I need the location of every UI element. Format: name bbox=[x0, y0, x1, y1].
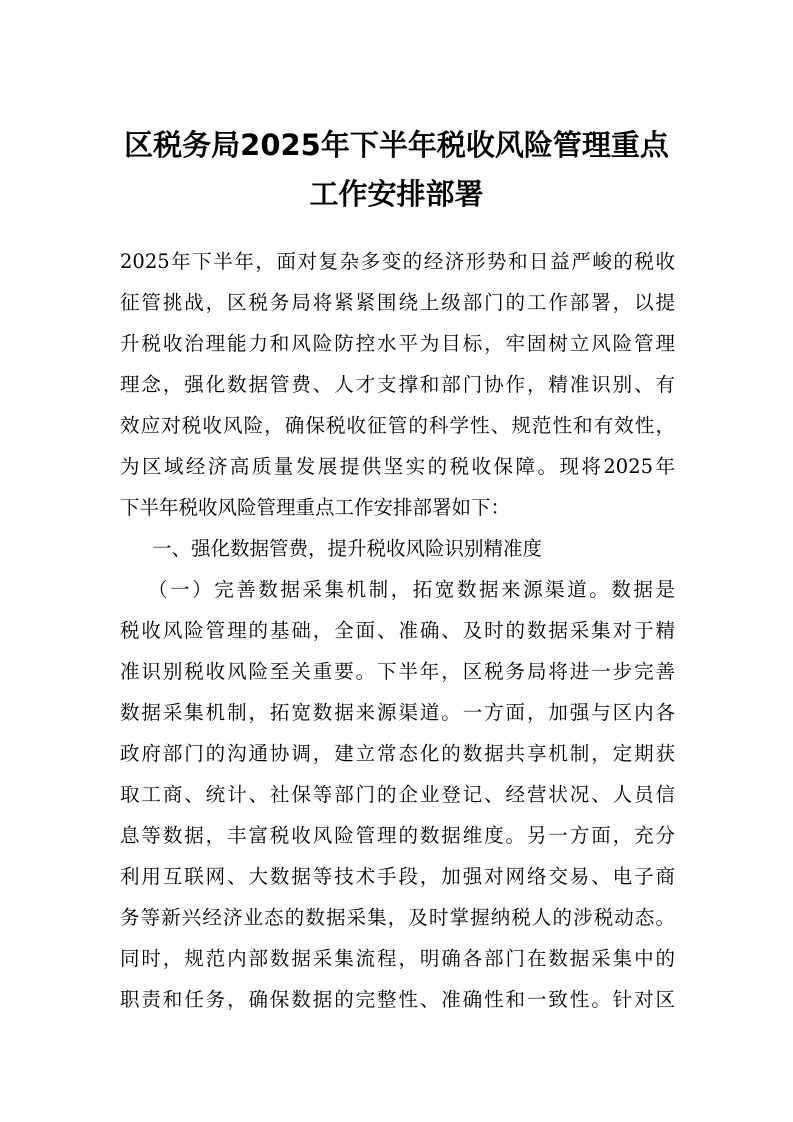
section-heading: 一、强化数据管费，提升税收风险识别精准度 bbox=[152, 537, 543, 560]
subsection-heading-line: （一）完善数据采集机制，拓宽数据来源渠道。数据是 bbox=[148, 578, 675, 601]
body-text-line: 升税收治理能力和风险防控水平为目标，牢固树立风险管理 bbox=[120, 332, 675, 355]
body-text-line: 征管挑战，区税务局将紧紧围绕上级部门的工作部署，以提 bbox=[120, 291, 675, 314]
body-text-line: 务等新兴经济业态的数据采集，及时掌握纳税人的涉税动态。 bbox=[120, 906, 675, 929]
body-text-line: 税收风险管理的基础，全面、准确、及时的数据采集对于精 bbox=[120, 619, 675, 642]
body-text-line: 理念，强化数据管费、人才支撑和部门协作，精准识别、有 bbox=[120, 373, 675, 396]
body-text-line: 取工商、统计、社保等部门的企业登记、经营状况、人员信 bbox=[120, 783, 675, 806]
body-text-line: 为区域经济高质量发展提供坚实的税收保障。现将2025年 bbox=[120, 455, 675, 478]
body-text-line: 数据采集机制，拓宽数据来源渠道。一方面，加强与区内各 bbox=[120, 701, 675, 724]
body-text-line: 下半年税收风险管理重点工作安排部署如下： bbox=[120, 496, 511, 519]
document-title-line-2: 工作安排部署 bbox=[309, 177, 484, 211]
document-title-line-1: 区税务局2025年下半年税收风险管理重点 bbox=[124, 128, 669, 162]
body-text-line: 利用互联网、大数据等技术手段，加强对网络交易、电子商 bbox=[120, 865, 675, 888]
body-text-line: 职责和任务，确保数据的完整性、准确性和一致性。针对区 bbox=[120, 988, 675, 1011]
body-text-line: 息等数据，丰富税收风险管理的数据维度。另一方面，充分 bbox=[120, 824, 675, 847]
body-text-line: 同时，规范内部数据采集流程，明确各部门在数据采集中的 bbox=[120, 947, 675, 970]
body-text-line: 政府部门的沟通协调，建立常态化的数据共享机制，定期获 bbox=[120, 742, 675, 765]
body-text-line: 2025年下半年，面对复杂多变的经济形势和日益严峻的税收 bbox=[120, 250, 675, 273]
body-text-line: 效应对税收风险，确保税收征管的科学性、规范性和有效性， bbox=[120, 414, 675, 437]
body-text-line: 准识别税收风险至关重要。下半年，区税务局将进一步完善 bbox=[120, 660, 675, 683]
